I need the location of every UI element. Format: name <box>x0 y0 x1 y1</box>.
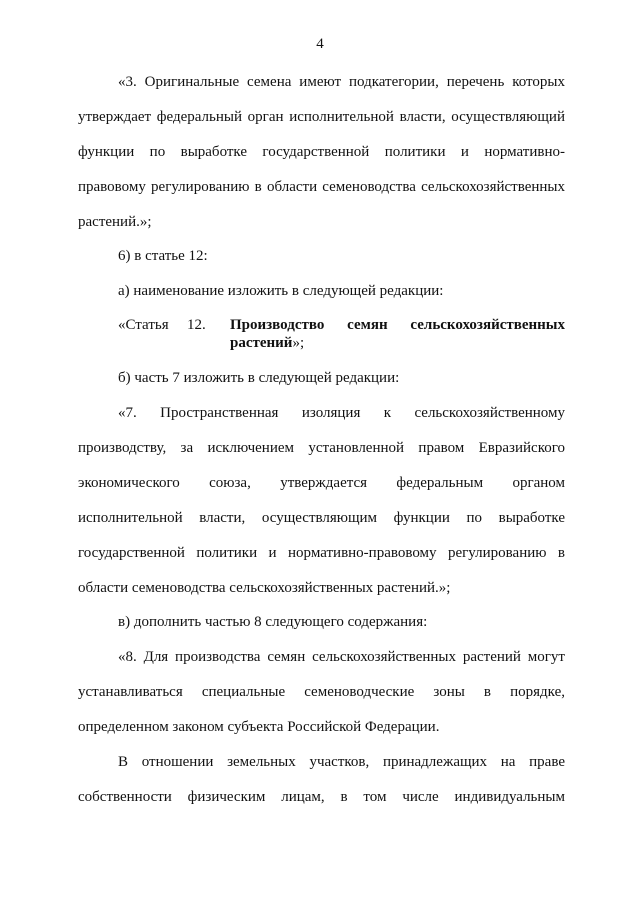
paragraph-text-line: «8. Для производства семян сельскохозяйственных растений могут <box>118 649 565 665</box>
article-title-text: растений <box>230 335 293 351</box>
paragraph-text-line: производству, за исключением установленной правом Евразийского <box>78 440 565 456</box>
paragraph-text-line: утверждает федеральный орган исполнительной власти, осуществляющий <box>78 109 565 125</box>
paragraph-text-line: «7. Пространственная изоляция к сельскохозяйственному <box>118 405 565 421</box>
paragraph-text-line: б) часть 7 изложить в следующей редакции: <box>118 370 400 386</box>
article-number: 12. <box>187 317 206 333</box>
paragraph-text-line: «3. Оригинальные семена имеют подкатегории, перечень которых <box>118 74 565 90</box>
paragraph-text-line: функции по выработке государственной политики и нормативно- <box>78 144 565 160</box>
article-title-line: Производство семян сельскохозяйственных <box>230 317 565 333</box>
paragraph-text-line: В отношении земельных участков, принадлежащих на праве <box>118 754 565 770</box>
paragraph-text-line: в) дополнить частью 8 следующего содержания: <box>118 614 428 630</box>
paragraph-text-line: устанавливаться специальные семеноводческие зоны в порядке, <box>78 684 565 700</box>
paragraph-text-line: экономического союза, утверждается федеральным органом <box>78 475 565 491</box>
article-title-line <box>230 334 565 352</box>
paragraph-text-line: государственной политики и нормативно-правовому регулированию в <box>78 545 565 561</box>
article-title-tail: »; <box>292 335 305 351</box>
paragraph-text-line: определенном законом субъекта Российской Федерации. <box>78 719 440 735</box>
page-number: 4 <box>316 36 324 52</box>
paragraph-text-line: собственности физическим лицам, в том числе индивидуальным <box>78 789 565 805</box>
paragraph-text-line: исполнительной власти, осуществляющим функции по выработке <box>78 510 565 526</box>
article-label: «Статья <box>118 317 169 333</box>
paragraph-text-line: 6) в статье 12: <box>118 248 208 264</box>
paragraph-text-line: а) наименование изложить в следующей редакции: <box>118 283 444 299</box>
paragraph-text-line: области семеноводства сельскохозяйственных растений.»; <box>78 580 451 596</box>
paragraph-text-line: растений.»; <box>78 214 152 230</box>
article-title <box>230 316 565 352</box>
paragraph-text-line: правовому регулированию в области семеноводства сельскохозяйственных <box>78 179 565 195</box>
